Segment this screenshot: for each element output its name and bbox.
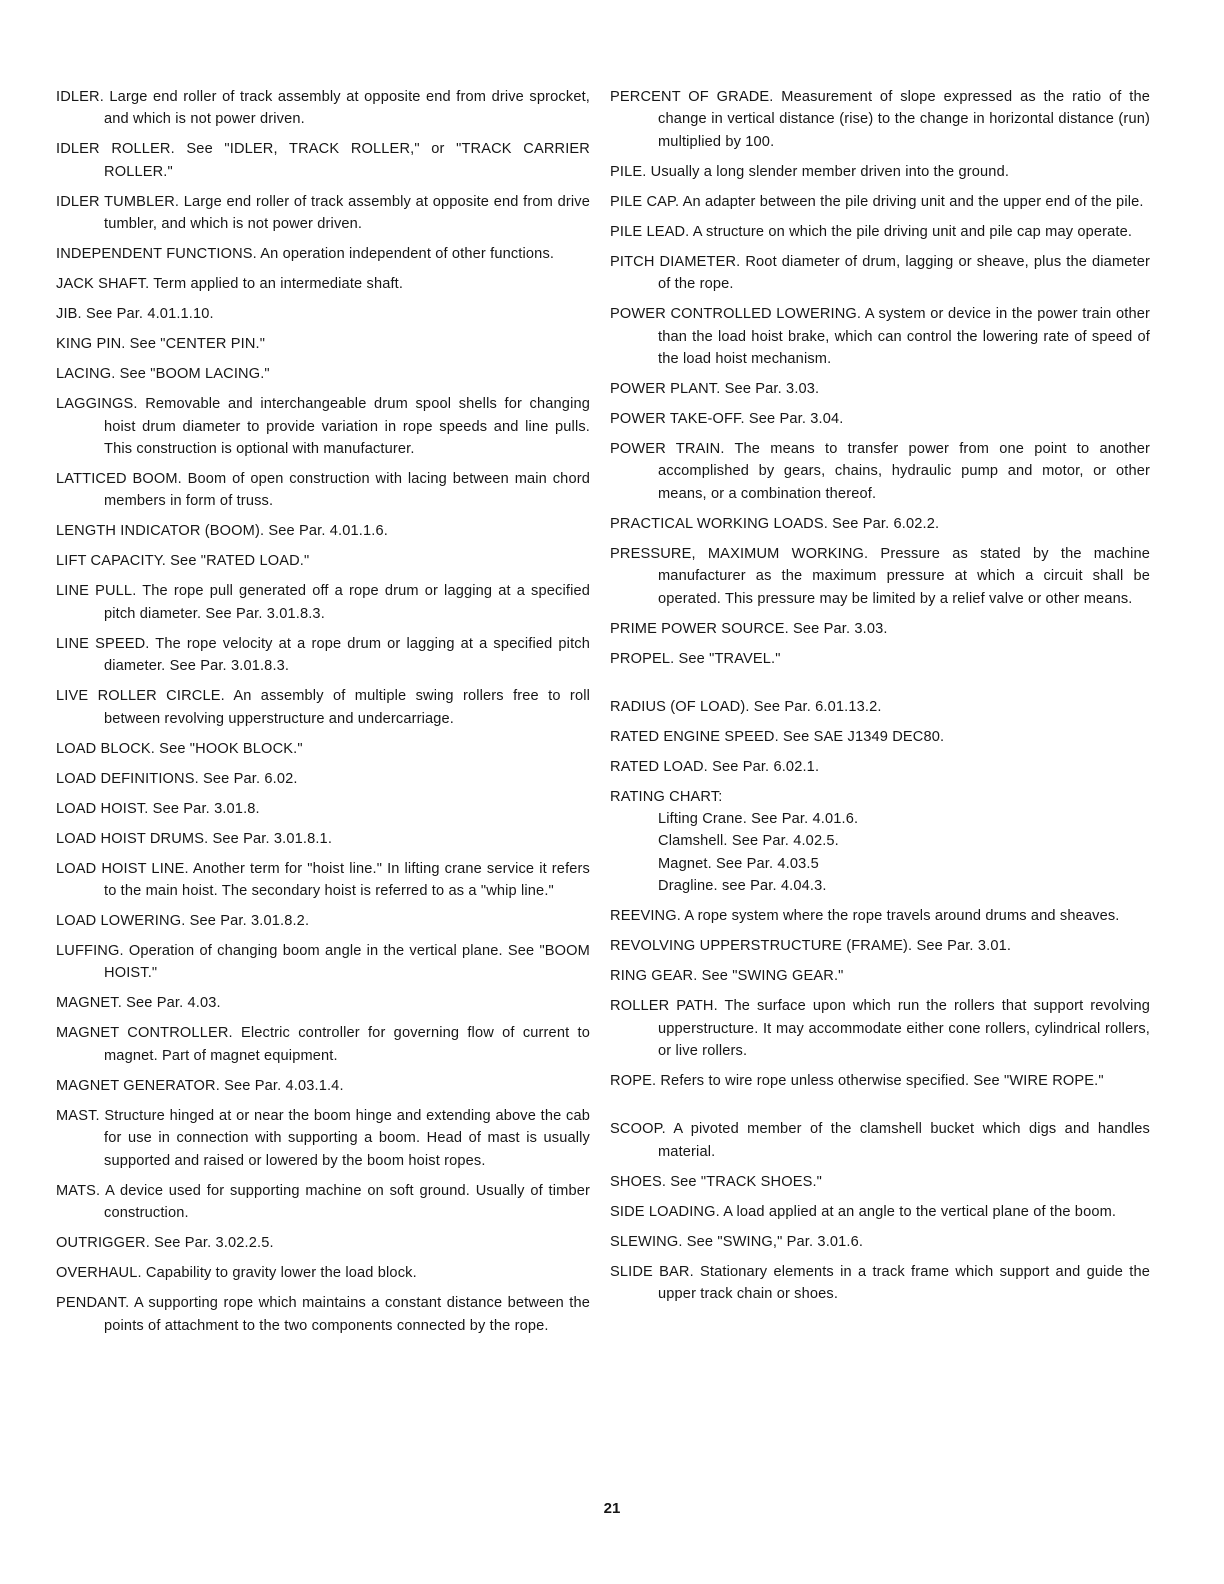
glossary-entry: LOAD HOIST LINE. Another term for "hoist line." In lifting crane service it refers to the main hoist. The secondary hoist is referred to as a "whip line." [56,860,590,900]
glossary-entry: LOAD HOIST. See Par. 3.01.8. [56,800,260,817]
glossary-entry: PRACTICAL WORKING LOADS. See Par. 6.02.2. [610,515,940,532]
glossary-entry: IDLER ROLLER. See "IDLER, TRACK ROLLER," or "TRACK CARRIER ROLLER." [56,141,590,180]
glossary-entry: PILE LEAD. A structure on which the pile driving unit and pile cap may operate. [610,223,1133,240]
glossary-entry: LIVE ROLLER CIRCLE. An assembly of multiple swing rollers free to roll between revolving upperstructure and undercarriage. [56,688,590,727]
glossary-entry: RATED ENGINE SPEED. See SAE J1349 DEC80. [610,728,945,745]
glossary-group-r-continued [610,905,1150,1092]
glossary-entry: RING GEAR. See "SWING GEAR." [610,968,844,985]
left-column [56,86,590,1345]
glossary-entry: LOAD DEFINITIONS. See Par. 6.02. [56,770,298,787]
glossary-entry: PRIME POWER SOURCE. See Par. 3.03. [610,620,888,637]
glossary-entry: REEVING. A rope system where the rope travels around drums and sheaves. [610,908,1120,925]
glossary-entry: ROPE. Refers to wire rope unless otherwise specified. See "WIRE ROPE." [610,1073,1104,1090]
glossary-entry: POWER TRAIN. The means to transfer power from one point to another accomplished by gears, chains, hydraulic pump and motor, or other means, or a combination thereof. [610,441,1150,502]
rating-chart-item: Dragline. see Par. 4.04.3. [658,878,827,895]
glossary-entry: PROPEL. See "TRAVEL." [610,650,781,667]
glossary-entry: SHOES. See "TRACK SHOES." [610,1173,822,1190]
glossary-entry: SCOOP. A pivoted member of the clamshell bucket which digs and handles material. [610,1121,1150,1160]
glossary-entry: POWER CONTROLLED LOWERING. A system or device in the power train other than the load hoist brake, which can control the lowering rate of speed of the load hoist mechanism. [610,306,1150,368]
glossary-entry: IDLER TUMBLER. Large end roller of track assembly at opposite end from drive tumbler, and which is not power driven. [56,193,590,233]
glossary-entry: ROLLER PATH. The surface upon which run the rollers that support revolving upperstructure. It may accommodate either cone rollers, cylindrical rollers, or live rollers. [610,998,1150,1060]
glossary-entry: MAGNET. See Par. 4.03. [56,995,221,1012]
page-number: 21 [603,1500,621,1517]
glossary-entry: OUTRIGGER. See Par. 3.02.2.5. [56,1235,274,1252]
glossary-entry: REVOLVING UPPERSTRUCTURE (FRAME). See Par. 3.01. [610,938,1012,955]
glossary-entry: PENDANT. A supporting rope which maintains a constant distance between the points of attachment to the two components connected by the rope. [56,1295,590,1334]
glossary-group-p [610,86,1150,670]
glossary-entry: PILE CAP. An adapter between the pile driving unit and the upper end of the pile. [610,193,1144,210]
glossary-entry: LACING. See "BOOM LACING." [56,366,270,383]
glossary-entry: LAGGINGS. Removable and interchangeable drum spool shells for changing hoist drum diameter to provide variation in rope speeds and line pulls. This construction is optional with manufacturer. [56,396,590,458]
glossary-entry: JACK SHAFT. Term applied to an intermediate shaft. [56,276,404,293]
glossary-entry: LOAD LOWERING. See Par. 3.01.8.2. [56,913,310,930]
glossary-entry: LATTICED BOOM. Boom of open construction with lacing between main chord members in form of truss. [56,471,590,510]
glossary-entry: PERCENT OF GRADE. Measurement of slope expressed as the ratio of the change in vertical distance (rise) to the change in horizontal distance (run) multiplied by 100. [610,89,1150,150]
glossary-entry: SIDE LOADING. A load applied at an angle to the vertical plane of the boom. [610,1203,1117,1220]
glossary-group-r [610,696,1150,778]
glossary-group-s [610,1118,1150,1305]
glossary-entry: MAST. Structure hinged at or near the boom hinge and extending above the cab for use in connection with supporting a boom. Head of mast is usually supported and raised or lowered by the boom hoist ropes. [56,1107,590,1169]
glossary-entry: KING PIN. See "CENTER PIN." [56,336,266,353]
glossary-entry: OVERHAUL. Capability to gravity lower the load block. [56,1265,417,1282]
glossary-entry: RATED LOAD. See Par. 6.02.1. [610,758,820,775]
rating-chart-heading: RATING CHART: [610,788,723,805]
glossary-entry: PITCH DIAMETER. Root diameter of drum, lagging or sheave, plus the diameter of the rope. [610,253,1150,293]
glossary-entry: LIFT CAPACITY. See "RATED LOAD." [56,553,310,570]
glossary-entry: SLEWING. See "SWING," Par. 3.01.6. [610,1233,864,1250]
rating-chart-item: Clamshell. See Par. 4.02.5. [658,833,839,850]
glossary-entry: LENGTH INDICATOR (BOOM). See Par. 4.01.1.6. [56,523,388,540]
glossary-entry: JIB. See Par. 4.01.1.10. [56,306,214,323]
glossary-entry: LINE SPEED. The rope velocity at a rope drum or lagging at a specified pitch diameter. See Par. 3.01.8.3. [56,635,590,675]
glossary-entry: MATS. A device used for supporting machine on soft ground. Usually of timber construction. [56,1182,590,1222]
glossary-entry: LINE PULL. The rope pull generated off a rope drum or lagging at a specified pitch diameter. See Par. 3.01.8.3. [56,583,590,622]
rating-chart-item: Magnet. See Par. 4.03.5 [658,855,819,872]
glossary-entry: RADIUS (OF LOAD). See Par. 6.01.13.2. [610,698,882,715]
glossary-entry: PRESSURE, MAXIMUM WORKING. Pressure as stated by the machine manufacturer as the maximum pressure at which a circuit shall be operated. This pressure may be limited by a relief valve or other means. [610,545,1150,607]
glossary-entry: PILE. Usually a long slender member driven into the ground. [610,163,1010,180]
rating-chart-entry [610,786,1150,898]
glossary-entry: MAGNET CONTROLLER. Electric controller for governing flow of current to magnet. Part of magnet equipment. [56,1025,590,1064]
glossary-entry: LOAD HOIST DRUMS. See Par. 3.01.8.1. [56,830,333,847]
glossary-entry: POWER PLANT. See Par. 3.03. [610,381,820,398]
glossary-entry: INDEPENDENT FUNCTIONS. An operation independent of other functions. [56,246,555,263]
glossary-entry: LUFFING. Operation of changing boom angle in the vertical plane. See "BOOM HOIST." [56,943,590,982]
section-gap [610,1100,1150,1118]
section-gap [610,678,1150,696]
glossary-entry: IDLER. Large end roller of track assembly at opposite end from drive sprocket, and which is not power driven. [56,89,590,128]
glossary-entry: MAGNET GENERATOR. See Par. 4.03.1.4. [56,1077,344,1094]
rating-chart-item: Lifting Crane. See Par. 4.01.6. [658,811,859,828]
right-column [610,86,1150,1313]
glossary-entry: SLIDE BAR. Stationary elements in a track frame which support and guide the upper track chain or shoes. [610,1263,1150,1302]
glossary-entry: LOAD BLOCK. See "HOOK BLOCK." [56,740,303,757]
glossary-entry: POWER TAKE-OFF. See Par. 3.04. [610,411,844,428]
